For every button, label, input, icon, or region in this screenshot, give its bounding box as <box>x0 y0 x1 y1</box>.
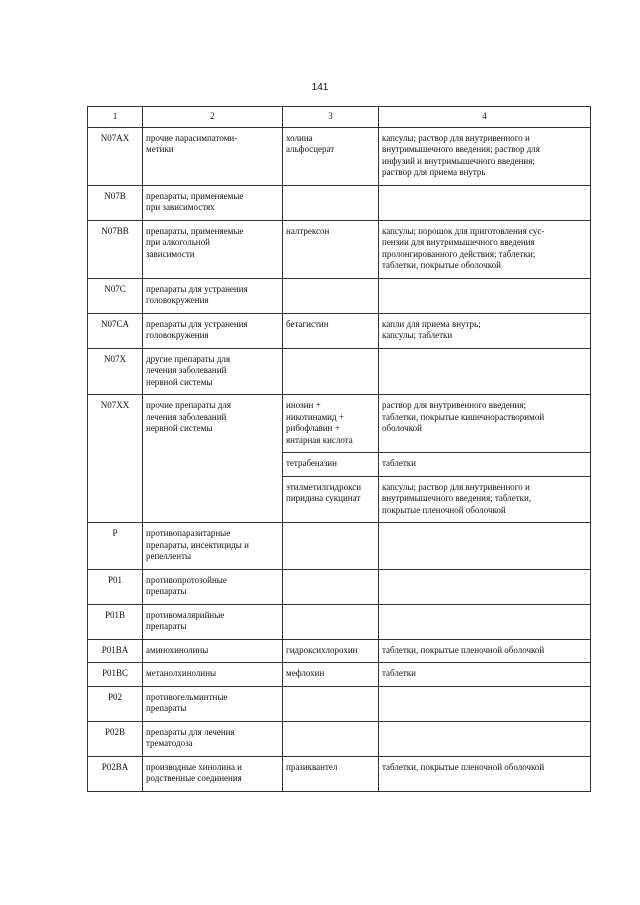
inn-cell: тетрабеназин <box>283 453 379 477</box>
dosage-forms-cell <box>379 721 591 756</box>
inn-cell <box>283 278 379 313</box>
inn-cell <box>283 721 379 756</box>
dosage-forms-cell: таблетки <box>379 663 591 687</box>
table-row <box>88 220 591 278</box>
atc-code-cell: P01B <box>88 604 143 639</box>
atc-code-cell: N07B <box>88 185 143 220</box>
group-name-cell: противопротозойные препараты <box>143 569 283 604</box>
atc-code-cell: P01BA <box>88 639 143 663</box>
group-name-cell: препараты для устранения головокружения <box>143 313 283 348</box>
table-row <box>88 569 591 604</box>
table-row <box>88 721 591 756</box>
atc-code-cell: N07XX <box>88 395 143 523</box>
dosage-forms-cell: таблетки <box>379 453 591 477</box>
table-row <box>88 348 591 395</box>
dosage-forms-cell <box>379 569 591 604</box>
dosage-forms-cell <box>379 348 591 395</box>
atc-code-cell: N07BB <box>88 220 143 278</box>
table-row <box>88 604 591 639</box>
dosage-forms-cell: таблетки, покрытые пленочной оболочкой <box>379 756 591 791</box>
column-header-2: 2 <box>143 107 283 128</box>
inn-cell <box>283 523 379 570</box>
dosage-forms-cell: таблетки, покрытые пленочной оболочкой <box>379 639 591 663</box>
inn-cell <box>283 569 379 604</box>
group-name-cell: производные хинолина и родственные соединения <box>143 756 283 791</box>
atc-code-cell: P02BA <box>88 756 143 791</box>
column-header-1: 1 <box>88 107 143 128</box>
inn-cell: холина альфосцерат <box>283 127 379 185</box>
table-row <box>88 313 591 348</box>
atc-code-cell: P01BC <box>88 663 143 687</box>
group-name-cell: прочие парасимпатоми- метики <box>143 127 283 185</box>
atc-code-cell: N07AX <box>88 127 143 185</box>
group-name-cell: противопаразитарные препараты, инсектициды и репелленты <box>143 523 283 570</box>
group-name-cell: метанолхинолины <box>143 663 283 687</box>
inn-cell: гидроксихлорохин <box>283 639 379 663</box>
table-row <box>88 756 591 791</box>
inn-cell <box>283 604 379 639</box>
dosage-forms-cell: капсулы; раствор для внутривенного и внутримышечного введения; раствор для инфузий и внутримышечного введения; раствор для приема внутрь <box>379 127 591 185</box>
inn-cell <box>283 348 379 395</box>
inn-cell <box>283 686 379 721</box>
dosage-forms-cell: капли для приема внутрь; капсулы; таблетки <box>379 313 591 348</box>
table-row <box>88 639 591 663</box>
table-header-row <box>88 107 591 128</box>
group-name-cell: препараты для устранения головокружения <box>143 278 283 313</box>
inn-cell: инозин + никотинамид + рибофлавин + янтарная кислота <box>283 395 379 453</box>
page-number: 141 <box>311 82 329 93</box>
dosage-forms-cell <box>379 278 591 313</box>
table-row <box>88 278 591 313</box>
column-header-3: 3 <box>283 107 379 128</box>
group-name-cell: прочие препараты для лечения заболеваний нервной системы <box>143 395 283 523</box>
dosage-forms-cell: капсулы; порошок для приготовления сус- пензии для внутримышечного введения пролонгированного действия; таблетки; таблетки, покрытые оболочкой <box>379 220 591 278</box>
group-name-cell: аминохинолины <box>143 639 283 663</box>
inn-cell: бетагистин <box>283 313 379 348</box>
group-name-cell: другие препараты для лечения заболеваний нервной системы <box>143 348 283 395</box>
inn-cell: этилметилгидрокси пиридина сукцинат <box>283 476 379 523</box>
table-row <box>88 185 591 220</box>
table-body <box>88 127 591 791</box>
group-name-cell: противогельминтные препараты <box>143 686 283 721</box>
atc-code-cell: P <box>88 523 143 570</box>
atc-code-cell: N07CA <box>88 313 143 348</box>
dosage-forms-cell <box>379 686 591 721</box>
group-name-cell: противомалярийные препараты <box>143 604 283 639</box>
table-row <box>88 127 591 185</box>
atc-code-cell: N07X <box>88 348 143 395</box>
table-row <box>88 395 591 453</box>
inn-cell <box>283 185 379 220</box>
inn-cell: налтрексон <box>283 220 379 278</box>
table-row <box>88 523 591 570</box>
dosage-forms-cell <box>379 523 591 570</box>
group-name-cell: препараты, применяемые при зависимостях <box>143 185 283 220</box>
dosage-forms-cell <box>379 604 591 639</box>
inn-cell: мефлохин <box>283 663 379 687</box>
inn-cell: празиквантел <box>283 756 379 791</box>
atc-code-cell: P02 <box>88 686 143 721</box>
column-header-4: 4 <box>379 107 591 128</box>
atc-code-cell: P02B <box>88 721 143 756</box>
drug-table <box>87 106 591 792</box>
atc-code-cell: P01 <box>88 569 143 604</box>
dosage-forms-cell: раствор для внутривенного введения; таблетки, покрытые кишечнорастворимой оболочкой <box>379 395 591 453</box>
table-row <box>88 663 591 687</box>
dosage-forms-cell: капсулы; раствор для внутривенного и внутримышечного введения; таблетки, покрытые пленочной оболочкой <box>379 476 591 523</box>
group-name-cell: препараты для лечения трематодоза <box>143 721 283 756</box>
dosage-forms-cell <box>379 185 591 220</box>
atc-code-cell: N07C <box>88 278 143 313</box>
group-name-cell: препараты, применяемые при алкогольной зависимости <box>143 220 283 278</box>
table-row <box>88 686 591 721</box>
